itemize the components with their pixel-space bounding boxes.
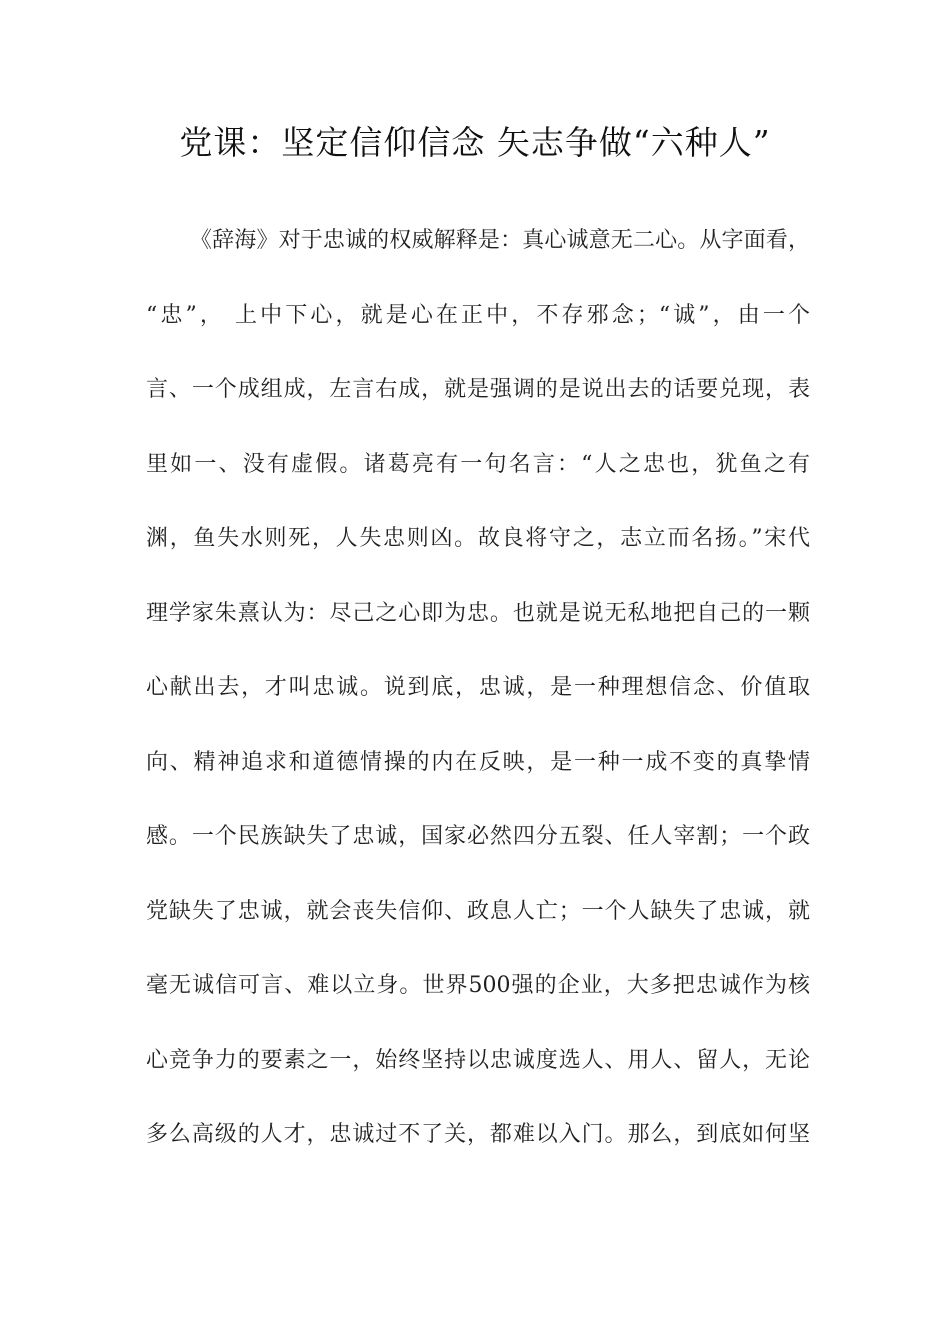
- body-line: 向、精神追求和道德情操的内在反映，是一种一成不变的真挚情: [146, 749, 810, 775]
- body-line: 理学家朱熹认为：尽己之心即为忠。也就是说无私地把自己的一颗: [146, 600, 810, 626]
- body-line: 党缺失了忠诚，就会丧失信仰、政息人亡；一个人缺失了忠诚，就: [146, 898, 810, 924]
- body-line: 言、一个成组成，左言右成，就是强调的是说出去的话要兑现，表: [146, 377, 810, 402]
- body-line: 心献出去，才叫忠诚。说到底，忠诚，是一种理想信念、价值取: [146, 675, 810, 700]
- body-line: “忠”， 上中下心，就是心在正中，不存邪念；“诚”，由一个: [146, 302, 810, 328]
- body-line: 感。一个民族缺失了忠诚，国家必然四分五裂、任人宰割；一个政: [146, 824, 810, 849]
- body-line: 里如一、没有虚假。诸葛亮有一句名言：“人之忠也，犹鱼之有: [146, 451, 810, 477]
- body-line: 多么高级的人才，忠诚过不了关，都难以入门。那么，到底如何坚: [146, 1122, 810, 1147]
- body-line: 毫无诚信可言、难以立身。世界500强的企业，大多把忠诚作为核: [146, 973, 810, 998]
- document-body: [146, 224, 810, 1193]
- body-line: 心竞争力的要素之一，始终坚持以忠诚度选人、用人、留人，无论: [146, 1047, 810, 1073]
- body-line: 渊，鱼失水则死，人失忠则凶。故良将守之，志立而名扬。”宋代: [146, 526, 810, 551]
- body-line: 《辞海》对于忠诚的权威解释是：真心诚意无二心。从字面看，: [190, 228, 810, 253]
- document-title: 党课：坚定信仰信念 矢志争做“六种人”: [179, 123, 771, 162]
